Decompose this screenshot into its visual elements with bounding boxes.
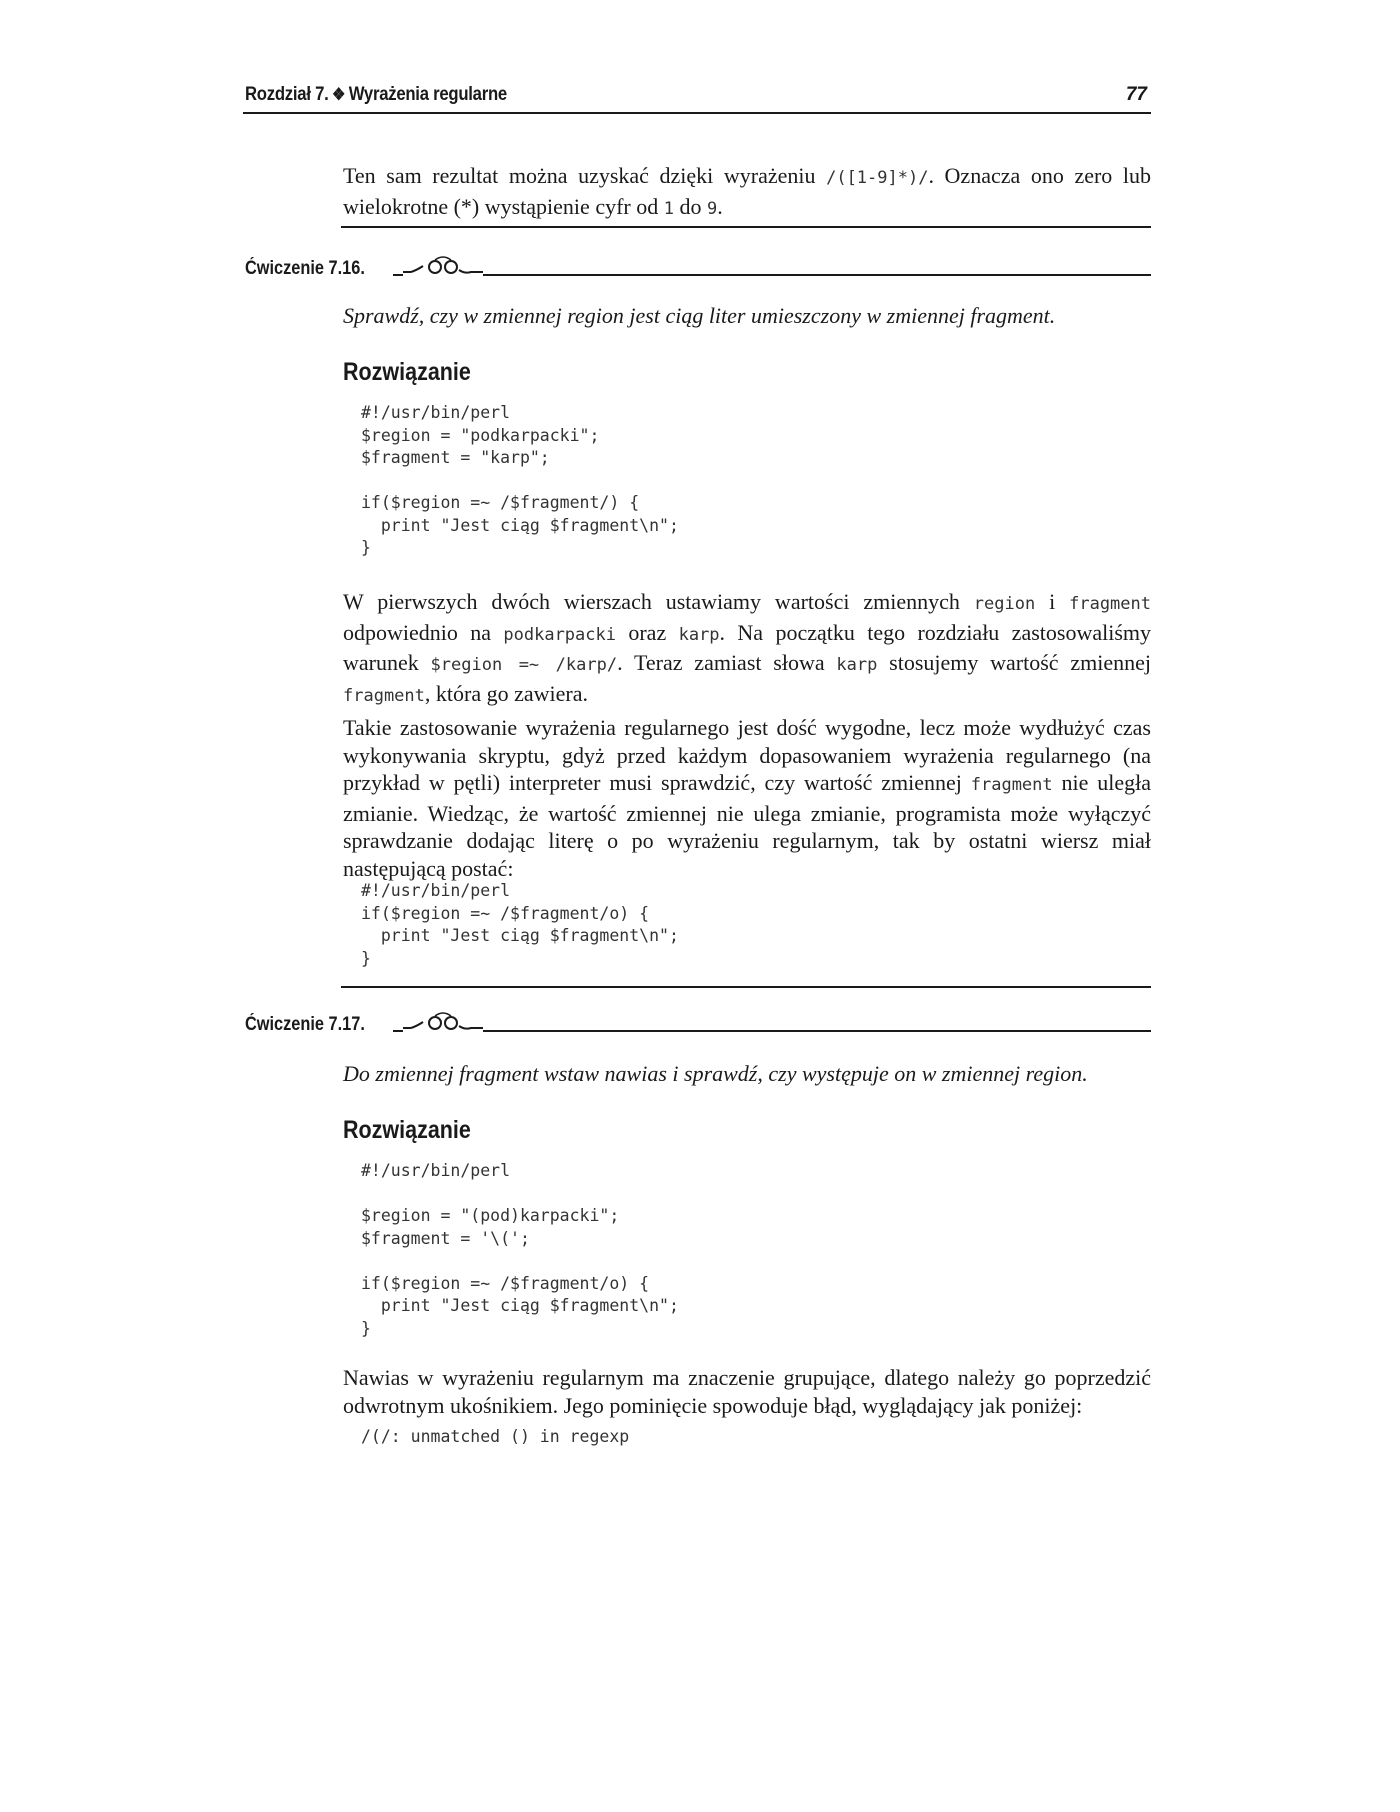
header-chapter <box>245 84 507 106</box>
text: odpowiednio na <box>343 619 504 645</box>
running-header <box>243 82 1151 114</box>
inline-code: region <box>973 594 1036 614</box>
text: Ten sam rezultat można uzyskać dzięki wyrażeniu <box>343 163 827 188</box>
inline-code: 1 <box>663 198 674 219</box>
ornament-icon <box>403 256 483 278</box>
inline-code: podkarpacki <box>503 624 616 645</box>
inline-code: karp <box>678 624 720 645</box>
intro-paragraph <box>343 162 1151 223</box>
text: i <box>1035 589 1070 614</box>
separator-icon: ❖ <box>332 85 346 104</box>
text: do <box>673 193 707 219</box>
paragraph <box>343 588 1151 710</box>
ornament-icon <box>403 1012 483 1034</box>
inline-code: fragment <box>343 685 425 706</box>
paragraph <box>343 714 1151 882</box>
exercise-task: Sprawdź, czy w zmiennej region jest ciąg liter umieszczony w zmiennej fragment. <box>343 303 1056 328</box>
text: stosujemy wartość zmiennej <box>877 650 1151 675</box>
exercise-title: Ćwiczenie 7.17. <box>245 1014 365 1035</box>
divider <box>341 986 1151 988</box>
code-block: #!/usr/bin/perl $region = "(pod)karpacki"; $fragment = '\('; if($region =~ /$fragment/o) { print "Jest ciąg $fragment\n"; } <box>361 1161 679 1338</box>
text: W pierwszych dwóch wierszach ustawiamy wartości zmiennych <box>343 589 974 614</box>
divider <box>393 1030 1151 1032</box>
inline-code: /([1-9]*)/ <box>826 168 929 188</box>
inline-code: fragment <box>1069 594 1151 614</box>
exercise-task: Do zmiennej fragment wstaw nawias i sprawdź, czy występuje on w zmiennej region. <box>343 1061 1088 1086</box>
chapter-title: Wyrażenia regularne <box>348 84 507 105</box>
divider <box>341 226 1151 228</box>
inline-code: 9 <box>706 198 718 219</box>
exercise-header <box>243 258 1151 284</box>
solution-heading: Rozwiązanie <box>343 358 471 386</box>
text: . <box>717 193 723 219</box>
inline-code: $region =~ /karp/ <box>430 655 618 675</box>
exercise-header <box>243 1014 1151 1040</box>
text: nie uległa zmianie. Wiedząc, że wartość zmiennej nie ulega zmianie, programista może wyłączyć sprawdzanie dodając literę o po wyrażeniu regularnym, tak by ostatni wiersz miał następującą postać: <box>343 770 1152 881</box>
text: , która go zawiera. <box>424 680 588 706</box>
inline-code: fragment <box>970 775 1053 795</box>
divider <box>393 274 1151 276</box>
code-block: /(/: unmatched () in regexp <box>361 1427 630 1446</box>
code-block: #!/usr/bin/perl if($region =~ /$fragment/o) { print "Jest ciąg $fragment\n"; } <box>361 881 679 968</box>
inline-code: karp <box>836 655 878 675</box>
text: . Na początku tego rozdziału zastosowaliśmy warunek <box>343 619 1151 675</box>
text: . Teraz zamiast słowa <box>617 650 837 675</box>
paragraph: Nawias w wyrażeniu regularnym ma znaczenie grupujące, dlatego należy go poprzedzić odwrotnym ukośnikiem. Jego pominięcie spowoduje błąd, wyglądający jak poniżej: <box>343 1365 1151 1418</box>
page-number: 77 <box>1125 84 1147 105</box>
exercise-title: Ćwiczenie 7.16. <box>245 258 365 279</box>
text: oraz <box>615 619 679 645</box>
text: . Oznacza ono zero lub wielokrotne (*) wystąpienie cyfr od <box>343 163 1152 219</box>
code-block: #!/usr/bin/perl $region = "podkarpacki"; $fragment = "karp"; if($region =~ /$fragment/) { print "Jest ciąg $fragment\n"; } <box>361 403 679 557</box>
solution-heading: Rozwiązanie <box>343 1116 471 1144</box>
text: Takie zastosowanie wyrażenia regularnego jest dość wygodne, lecz może wydłużyć czas wykonywania skryptu, gdyż przed każdym dopasowaniem wyrażenia regularnego (na przykład w pętli) interpreter musi sprawdzić, czy wartość zmiennej <box>343 715 1151 795</box>
chapter-label: Rozdział 7. <box>245 84 329 105</box>
